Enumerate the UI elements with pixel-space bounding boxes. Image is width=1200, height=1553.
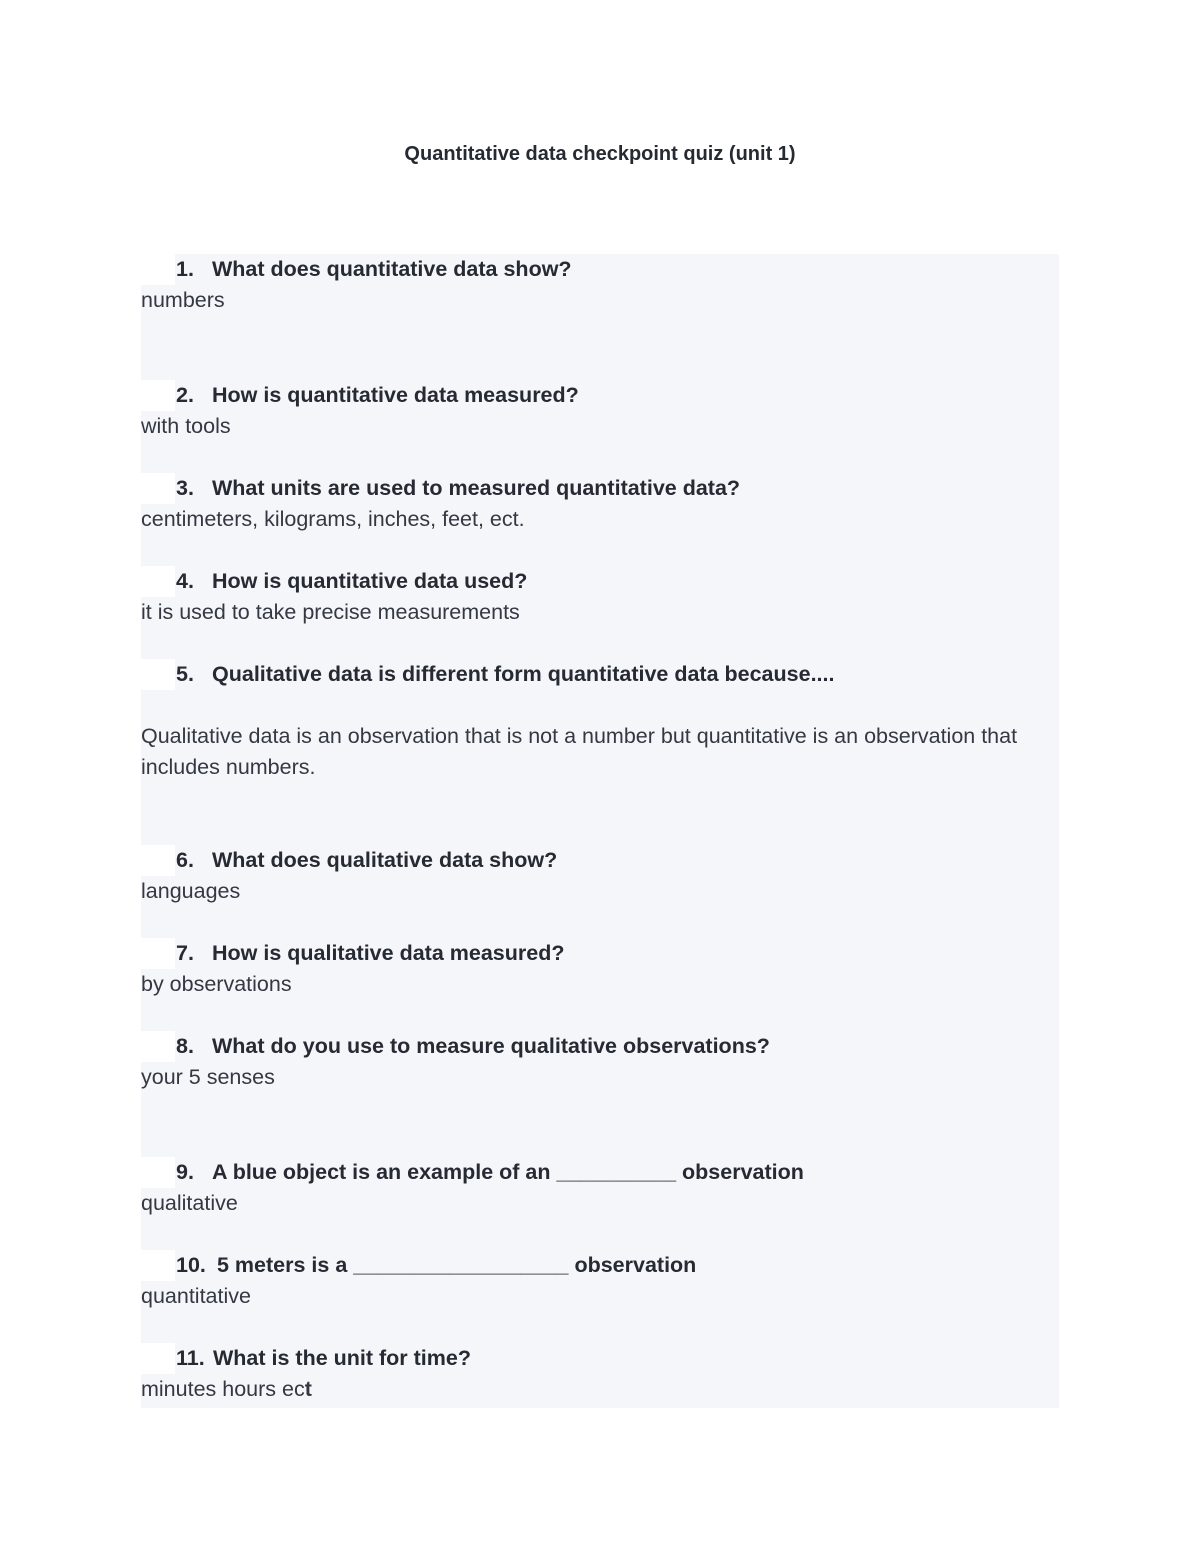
question-row xyxy=(141,380,1059,411)
answer-text: centimeters, kilograms, inches, feet, ect. xyxy=(141,507,525,531)
answer-text: quantitative xyxy=(141,1284,251,1308)
question-number: 10. xyxy=(176,1253,206,1277)
question-text: A blue object is an example of an __________ observation xyxy=(212,1160,804,1184)
question-number: 1. xyxy=(176,257,194,281)
question-number: 8. xyxy=(176,1034,194,1058)
question-item-4 xyxy=(141,566,1059,628)
question-text: How is quantitative data used? xyxy=(212,569,528,593)
answer-text: qualitative xyxy=(141,1191,238,1215)
question-item-8 xyxy=(141,1031,1059,1093)
question-number: 3. xyxy=(176,476,194,500)
answer-text-bold-end: t xyxy=(304,1377,312,1401)
answer-text: with tools xyxy=(141,414,231,438)
question-item-2 xyxy=(141,380,1059,442)
question-number: 9. xyxy=(176,1160,194,1184)
indent-gutter xyxy=(141,1250,175,1281)
question-row xyxy=(141,845,1059,876)
quiz-body xyxy=(141,254,1059,1408)
page-title: Quantitative data checkpoint quiz (unit 1) xyxy=(404,143,796,165)
question-row xyxy=(141,473,1059,504)
question-text: What is the unit for time? xyxy=(213,1346,471,1370)
question-item-7 xyxy=(141,938,1059,1000)
question-text: What does quantitative data show? xyxy=(212,257,572,281)
question-row xyxy=(141,938,1059,969)
answer-text: it is used to take precise measurements xyxy=(141,600,520,624)
question-text: What do you use to measure qualitative observations? xyxy=(212,1034,770,1058)
question-text: Qualitative data is different form quantitative data because.... xyxy=(212,662,835,686)
question-number: 2. xyxy=(176,383,194,407)
question-row xyxy=(141,1343,1059,1374)
question-row xyxy=(141,254,1059,285)
indent-gutter xyxy=(141,938,175,969)
answer-text xyxy=(141,1374,1059,1405)
question-item-10 xyxy=(141,1250,1059,1312)
question-item-1 xyxy=(141,254,1059,316)
question-row xyxy=(141,566,1059,597)
question-number: 5. xyxy=(176,662,194,686)
question-row xyxy=(141,1157,1059,1188)
question-text: What does qualitative data show? xyxy=(212,848,558,872)
question-number: 4. xyxy=(176,569,194,593)
answer-text-main: minutes hours ec xyxy=(141,1377,305,1401)
question-row xyxy=(141,1031,1059,1062)
question-item-5 xyxy=(141,659,1059,783)
question-item-9 xyxy=(141,1157,1059,1219)
indent-gutter xyxy=(141,1157,175,1188)
indent-gutter xyxy=(141,1343,175,1374)
indent-gutter xyxy=(141,254,175,285)
answer-text: languages xyxy=(141,879,241,903)
question-item-3 xyxy=(141,473,1059,535)
question-item-6 xyxy=(141,845,1059,907)
question-number: 7. xyxy=(176,941,194,965)
answer-text: by observations xyxy=(141,972,292,996)
indent-gutter xyxy=(141,473,175,504)
indent-gutter xyxy=(141,845,175,876)
answer-text: your 5 senses xyxy=(141,1065,275,1089)
question-row xyxy=(141,1250,1059,1281)
question-row xyxy=(141,659,1059,690)
indent-gutter xyxy=(141,1031,175,1062)
question-number: 11. xyxy=(176,1346,205,1370)
indent-gutter xyxy=(141,659,175,690)
question-text: How is quantitative data measured? xyxy=(212,383,579,407)
indent-gutter xyxy=(141,566,175,597)
question-number: 6. xyxy=(176,848,194,872)
answer-text: numbers xyxy=(141,288,225,312)
question-text: 5 meters is a __________________ observation xyxy=(217,1253,697,1277)
indent-gutter xyxy=(141,380,175,411)
question-text: What units are used to measured quantitative data? xyxy=(212,476,741,500)
answer-text: Qualitative data is an observation that is not a number but quantitative is an observation that includes numbers. xyxy=(141,724,1018,779)
question-text: How is qualitative data measured? xyxy=(212,941,565,965)
question-item-11 xyxy=(141,1343,1059,1405)
